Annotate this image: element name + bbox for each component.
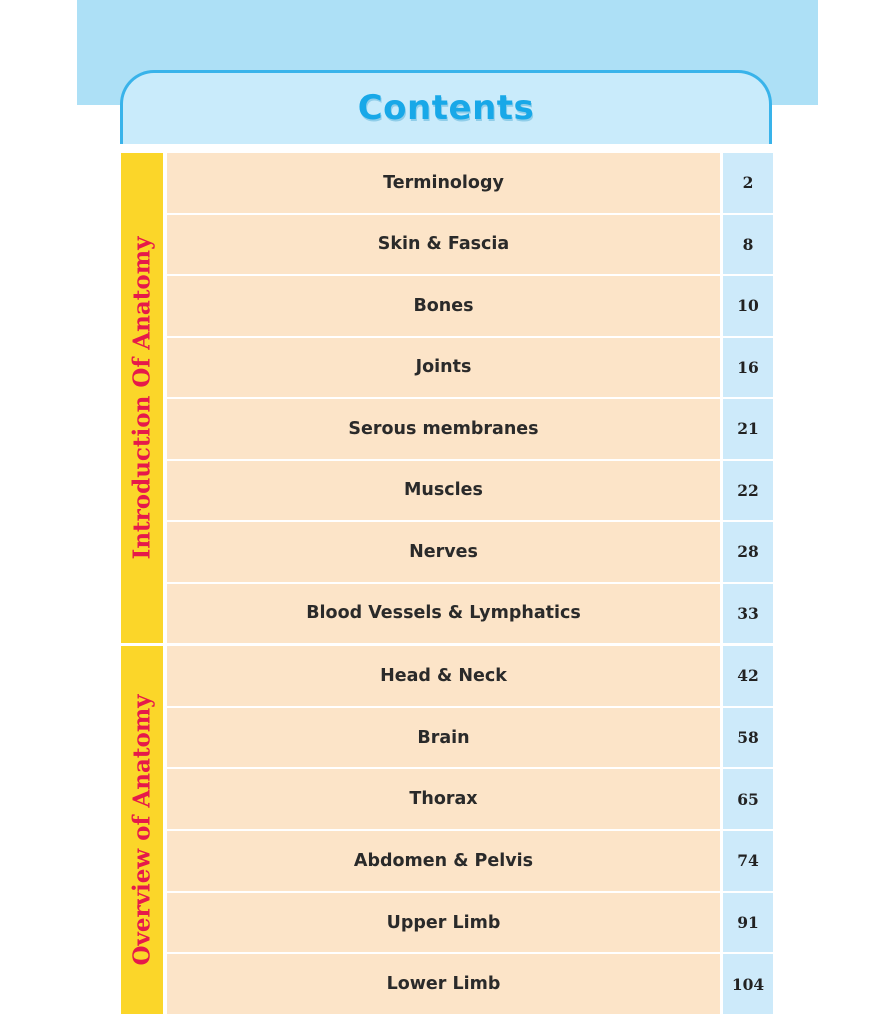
section-overview [121, 646, 773, 1014]
toc-entry[interactable] [163, 831, 773, 893]
toc-entry[interactable] [163, 708, 773, 770]
toc-entry[interactable] [163, 522, 773, 584]
toc-page-number: 10 [720, 276, 773, 336]
toc-topic: Thorax [167, 769, 720, 829]
section-introduction [121, 153, 773, 643]
toc-page-number: 42 [720, 646, 773, 706]
toc-entry[interactable] [163, 276, 773, 338]
page-title: Contents [357, 87, 535, 128]
toc-topic: Terminology [167, 153, 720, 213]
toc-topic: Brain [167, 708, 720, 768]
toc-topic: Lower Limb [167, 954, 720, 1014]
toc-page-number: 74 [720, 831, 773, 891]
toc-entry[interactable] [163, 399, 773, 461]
toc-entry[interactable] [163, 584, 773, 644]
toc-page-number: 2 [720, 153, 773, 213]
contents-header [120, 70, 772, 144]
toc-entry[interactable] [163, 338, 773, 400]
toc-page-number: 22 [720, 461, 773, 521]
toc-topic: Nerves [167, 522, 720, 582]
toc-page-number: 28 [720, 522, 773, 582]
section-label-text: Introduction Of Anatomy [128, 236, 156, 560]
toc-page-number: 91 [720, 893, 773, 953]
toc-entry[interactable] [163, 153, 773, 215]
toc-list [163, 646, 773, 1014]
toc-page-number: 33 [720, 584, 773, 644]
toc-entry[interactable] [163, 646, 773, 708]
toc-topic: Bones [167, 276, 720, 336]
toc-page-number: 21 [720, 399, 773, 459]
toc-page-number: 58 [720, 708, 773, 768]
section-label [121, 153, 163, 643]
section-label [121, 646, 163, 1014]
toc-topic: Head & Neck [167, 646, 720, 706]
toc-topic: Skin & Fascia [167, 215, 720, 275]
toc-topic: Joints [167, 338, 720, 398]
toc-page-number: 8 [720, 215, 773, 275]
toc-entry[interactable] [163, 954, 773, 1014]
section-label-text: Overview of Anatomy [128, 694, 156, 966]
toc-page-number: 104 [720, 954, 773, 1014]
toc-entry[interactable] [163, 893, 773, 955]
toc-topic: Upper Limb [167, 893, 720, 953]
toc-list [163, 153, 773, 643]
toc-entry[interactable] [163, 215, 773, 277]
toc-topic: Muscles [167, 461, 720, 521]
toc-topic: Serous membranes [167, 399, 720, 459]
toc-entry[interactable] [163, 769, 773, 831]
toc-topic: Blood Vessels & Lymphatics [167, 584, 720, 644]
toc-page-number: 65 [720, 769, 773, 829]
toc-page-number: 16 [720, 338, 773, 398]
toc-entry[interactable] [163, 461, 773, 523]
toc-topic: Abdomen & Pelvis [167, 831, 720, 891]
